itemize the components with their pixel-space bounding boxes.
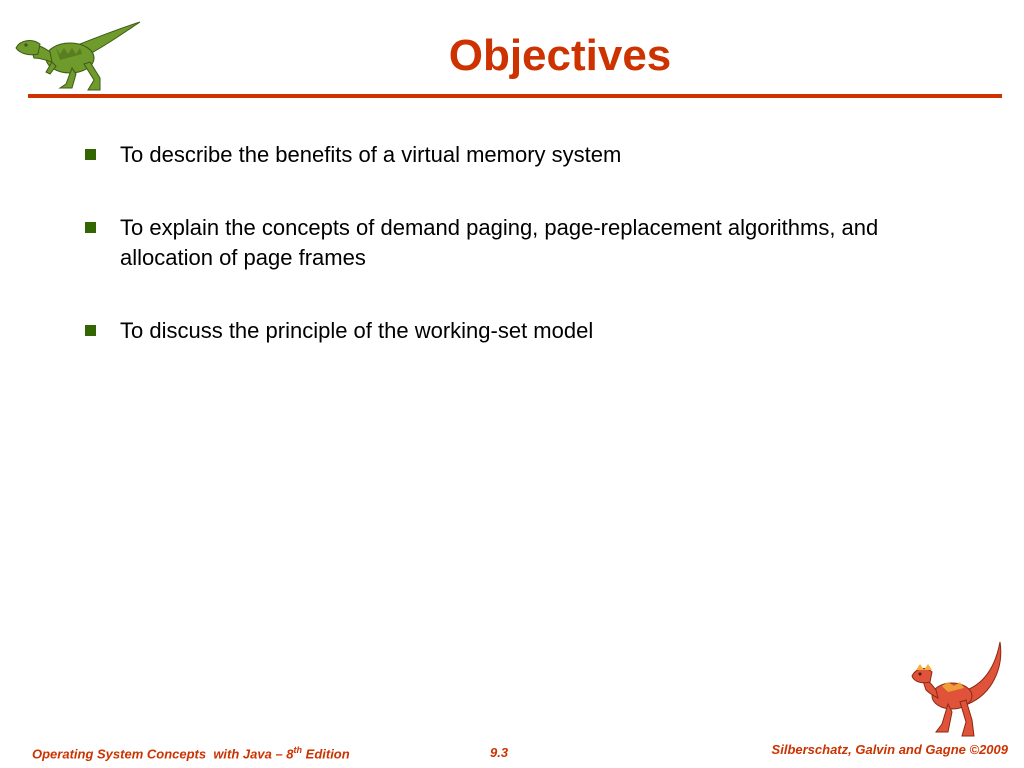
title-divider [28,94,1002,98]
list-item-text: To explain the concepts of demand paging, page-replacement algorithms, and allocation of page frames [120,215,879,270]
green-dinosaur-icon [10,18,142,94]
footer-copyright: Silberschatz, Galvin and Gagne ©2009 [771,742,1008,757]
red-dinosaur-icon [908,638,1008,742]
list-item [82,140,942,170]
footer-page-number: 9.3 [490,745,509,760]
list-item [82,213,942,273]
list-item [82,316,942,346]
page-title: Objectives [448,31,672,80]
list-item-text: To discuss the principle of the working-set model [120,318,594,343]
square-bullet-icon [85,149,96,160]
footer-book-title: Operating System Concepts with Java – 8th Edition [32,745,350,762]
square-bullet-icon [85,222,96,233]
objectives-list [82,140,942,389]
square-bullet-icon [85,325,96,336]
list-item-text: To describe the benefits of a virtual memory system [120,142,622,167]
